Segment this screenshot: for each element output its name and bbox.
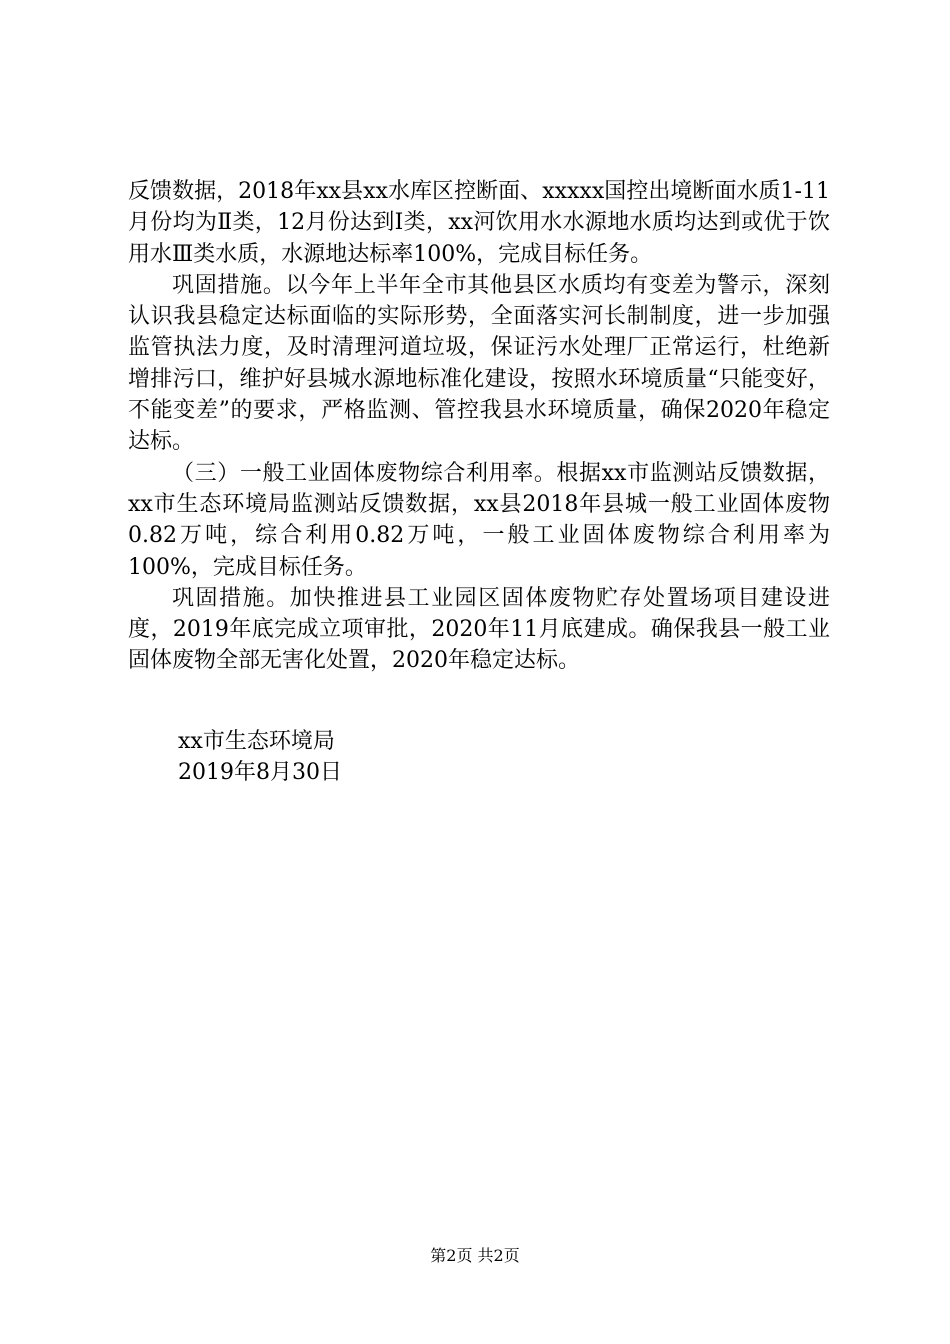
- signature-date: 2019年8月30日: [178, 760, 342, 786]
- paragraph-solid-waste-utilization: （三）一般工业固体废物综合利用率。根据xx市监测站反馈数据，xx市生态环境局监测站反馈数据，xx县2018年县城一般工业固体废物0.82万吨，综合利用0.82万吨，一般工业固体废物综合利用率为100%，完成目标任务。: [128, 460, 830, 580]
- document-body: [128, 176, 830, 677]
- paragraph-solid-waste-measures: 巩固措施。加快推进县工业园区固体废物贮存处置场项目建设进度，2019年底完成立项审批，2020年11月底建成。确保我县一般工业固体废物全部无害化处置，2020年稳定达标。: [128, 585, 830, 674]
- paragraph-water-consolidation-measures: 巩固措施。以今年上半年全市其他县区水质均有变差为警示，深刻认识我县稳定达标面临的实际形势，全面落实河长制制度，进一步加强监管执法力度，及时清理河道垃圾，保证污水处理厂正常运行，杜绝新增排污口，维护好县城水源地标准化建设，按照水环境质量“只能变好，不能变差”的要求，严格监测、管控我县水环境质量，确保2020年稳定达标。: [128, 272, 830, 455]
- signature-block: [178, 726, 342, 789]
- page-footer: 第2页 共2页: [430, 1246, 520, 1265]
- signature-organization: xx市生态环境局: [178, 729, 335, 754]
- paragraph-water-quality-data: 反馈数据，2018年xx县xx水库区控断面、xxxxx国控出境断面水质1-11月份均为Ⅱ类，12月份达到Ⅰ类，xx河饮用水水源地水质均达到或优于饮用水Ⅲ类水质，水源地达标率100%，完成目标任务。: [128, 179, 830, 267]
